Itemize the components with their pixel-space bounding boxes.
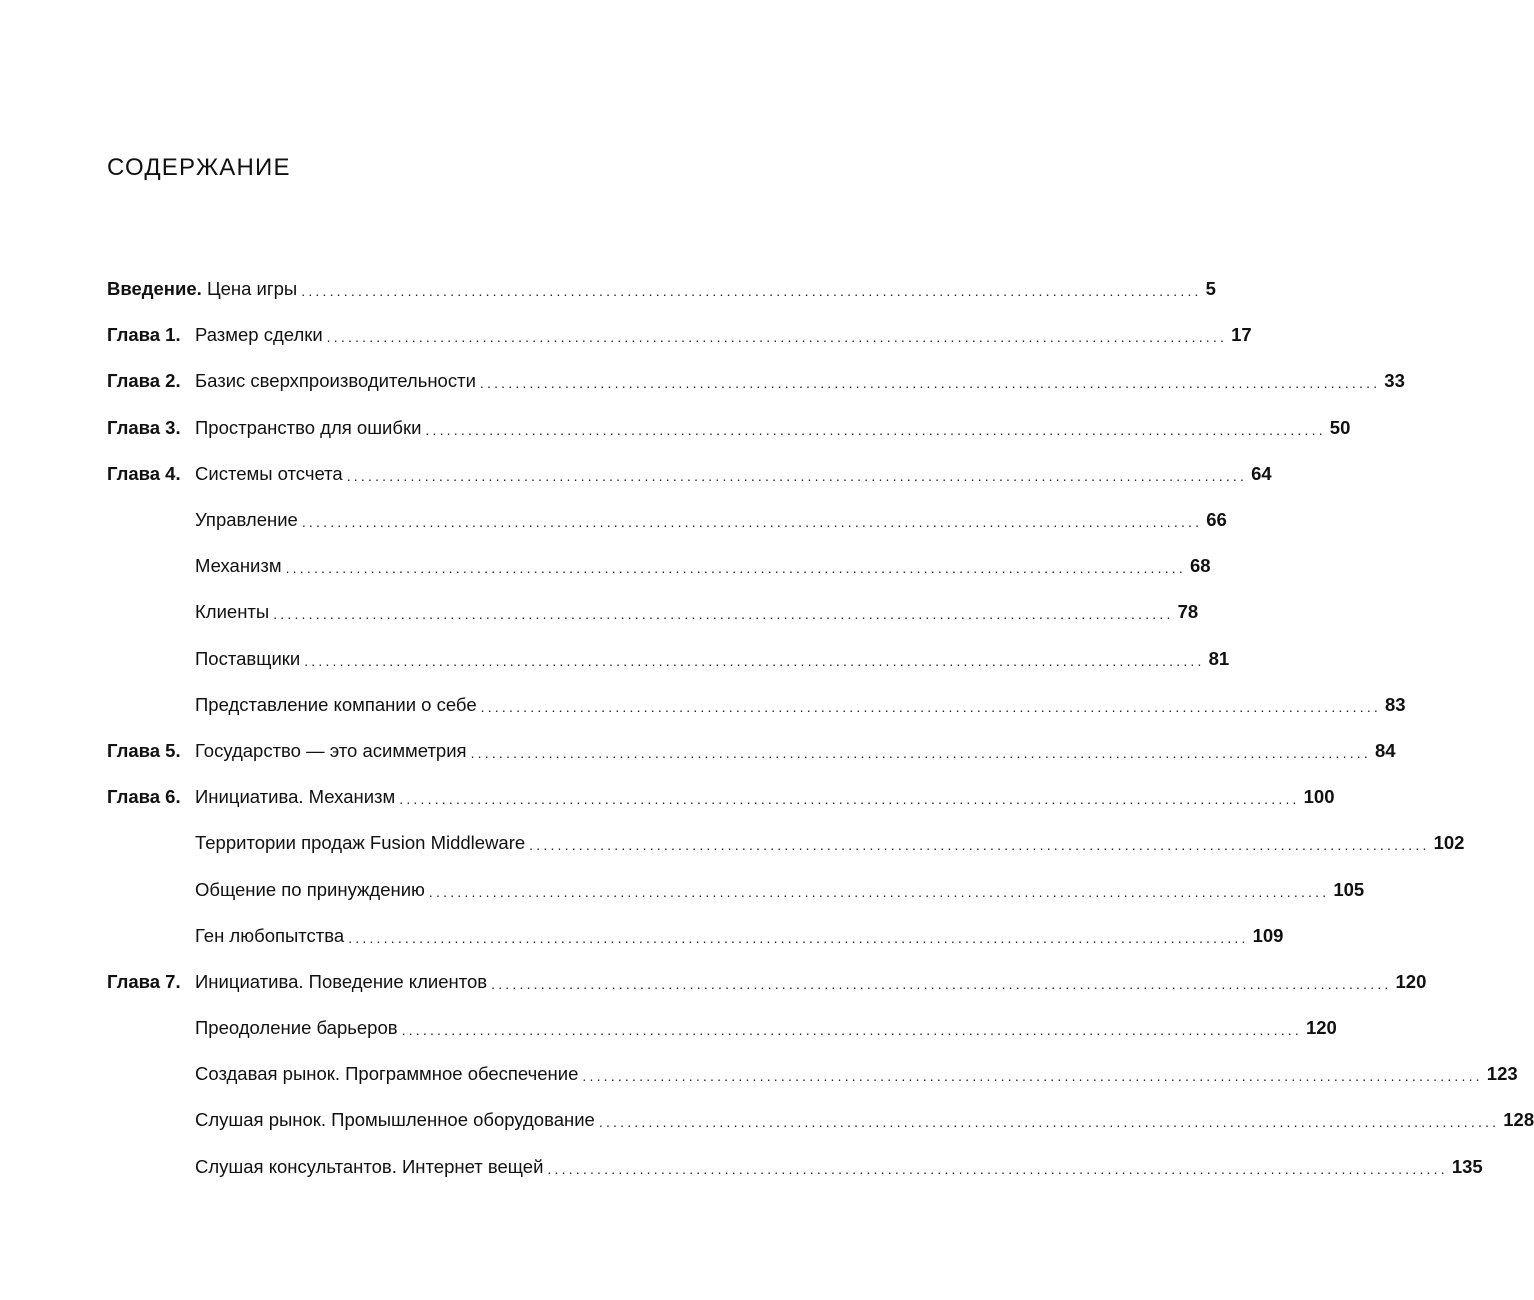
toc-chapter-label: Глава 4. [107, 462, 181, 484]
toc-leader-dots: ............................................................................................................................... [301, 283, 1202, 300]
toc-entry-title: Клиенты [195, 601, 270, 623]
toc-page-number: 105 [1333, 878, 1365, 900]
toc-entry-title: Слушая консультантов. Интернет вещей [195, 1155, 544, 1177]
toc-page-number: 123 [1486, 1063, 1518, 1085]
table-of-contents [107, 266, 1534, 1190]
toc-intro-title: Цена игры [206, 278, 298, 300]
toc-entry-section[interactable] [107, 682, 1406, 728]
toc-leader-dots: ............................................................................................................................... [480, 698, 1382, 715]
toc-entry-section[interactable] [107, 866, 1365, 912]
toc-chapter-label: Глава 7. [107, 970, 181, 992]
toc-page-number: 83 [1385, 693, 1406, 715]
toc-entry-section[interactable] [107, 1051, 1518, 1097]
toc-page-number: 50 [1329, 416, 1351, 438]
toc-page-number: 68 [1189, 555, 1211, 577]
toc-leader-dots: ............................................................................................................................... [285, 560, 1186, 577]
toc-entry-section[interactable] [107, 543, 1211, 589]
toc-entry-title: Инициатива. Механизм [195, 786, 396, 808]
toc-entry-section[interactable] [107, 1005, 1337, 1051]
toc-page-number: 84 [1374, 739, 1396, 761]
toc-entry-title: Размер сделки [195, 324, 323, 346]
toc-page-number: 17 [1231, 324, 1252, 346]
toc-entry-title: Управление [195, 509, 298, 531]
toc-page-number: 102 [1433, 832, 1465, 854]
toc-page-number: 100 [1303, 786, 1335, 808]
toc-leader-dots: ............................................................................................................................... [348, 929, 1249, 946]
toc-entry-title: Базис сверхпроизводительности [195, 370, 476, 392]
toc-entry-chapter-7[interactable] [107, 959, 1427, 1005]
toc-leader-dots: ............................................................................................................................... [346, 467, 1248, 484]
toc-entry-title: Поставщики [195, 647, 301, 669]
toc-intro-label: Введение. [107, 278, 202, 300]
toc-leader-dots: ............................................................................................................................... [326, 329, 1228, 346]
toc-chapter-label: Глава 2. [107, 370, 181, 392]
toc-page-number: 128 [1503, 1109, 1534, 1131]
toc-entry-title: Преодоление барьеров [195, 1017, 398, 1039]
toc-page-number: 5 [1205, 278, 1216, 300]
toc-leader-dots: ............................................................................................................................... [425, 421, 1326, 438]
toc-page-number: 135 [1451, 1155, 1483, 1177]
toc-page-number: 33 [1384, 370, 1405, 392]
page-title: СОДЕРЖАНИЕ [107, 154, 291, 181]
toc-leader-dots: ............................................................................................................................... [470, 744, 1371, 761]
toc-page-number: 78 [1177, 601, 1199, 623]
toc-leader-dots: ............................................................................................................................... [301, 514, 1203, 531]
toc-entry-chapter-6[interactable] [107, 774, 1335, 820]
toc-chapter-label: Глава 1. [107, 324, 181, 346]
toc-entry-section[interactable] [107, 497, 1227, 543]
toc-leader-dots: ............................................................................................................................... [304, 652, 1205, 669]
toc-entry-chapter-2[interactable] [107, 358, 1405, 404]
toc-entry-chapter-3[interactable] [107, 405, 1351, 451]
toc-leader-dots: ............................................................................................................................... [399, 791, 1300, 808]
toc-entry-section[interactable] [107, 1144, 1483, 1190]
toc-entry-section[interactable] [107, 1097, 1534, 1143]
toc-chapter-label: Глава 3. [107, 416, 181, 438]
toc-entry-section[interactable] [107, 589, 1199, 635]
toc-chapter-label: Глава 5. [107, 739, 181, 761]
toc-page-number: 109 [1252, 924, 1284, 946]
toc-entry-title: Механизм [195, 555, 282, 577]
toc-entry-title: Государство — это асимметрия [195, 739, 467, 761]
toc-entry-title: Представление компании о себе [195, 693, 477, 715]
toc-leader-dots: ............................................................................................................................... [479, 375, 1381, 392]
toc-entry-title: Системы отсчета [195, 462, 343, 484]
toc-entry-title: Пространство для ошибки [195, 416, 422, 438]
toc-entry-title: Территории продаж Fusion Middleware [195, 832, 526, 854]
toc-page-number: 66 [1206, 509, 1227, 531]
toc-leader-dots: ............................................................................................................................... [582, 1068, 1483, 1085]
toc-leader-dots: ............................................................................................................................... [273, 606, 1174, 623]
toc-page-number: 120 [1395, 970, 1427, 992]
toc-leader-dots: ............................................................................................................................... [529, 837, 1430, 854]
toc-entry-section[interactable] [107, 636, 1230, 682]
toc-entry-section[interactable] [107, 913, 1284, 959]
toc-entry-title: Ген любопытства [195, 924, 345, 946]
toc-entry-chapter-1[interactable] [107, 312, 1252, 358]
toc-page-number: 81 [1208, 647, 1230, 669]
toc-entry-title: Создавая рынок. Программное обеспечение [195, 1063, 579, 1085]
toc-page-number: 120 [1305, 1017, 1337, 1039]
toc-entry-section[interactable] [107, 820, 1465, 866]
toc-chapter-label: Глава 6. [107, 786, 181, 808]
toc-entry-chapter-4[interactable] [107, 451, 1272, 497]
toc-entry-title: Слушая рынок. Промышленное оборудование [195, 1109, 595, 1131]
toc-entry-chapter-5[interactable] [107, 728, 1396, 774]
toc-leader-dots: ............................................................................................................................... [491, 975, 1392, 992]
toc-entry-title: Общение по принуждению [195, 878, 425, 900]
toc-entry-title: Инициатива. Поведение клиентов [195, 970, 488, 992]
toc-page-number: 64 [1251, 462, 1272, 484]
toc-leader-dots: ............................................................................................................................... [428, 883, 1330, 900]
toc-leader-dots: ............................................................................................................................... [401, 1022, 1302, 1039]
toc-entry-intro[interactable] [107, 266, 1216, 312]
toc-leader-dots: ............................................................................................................................... [547, 1160, 1448, 1177]
toc-leader-dots: ............................................................................................................................... [598, 1114, 1500, 1131]
